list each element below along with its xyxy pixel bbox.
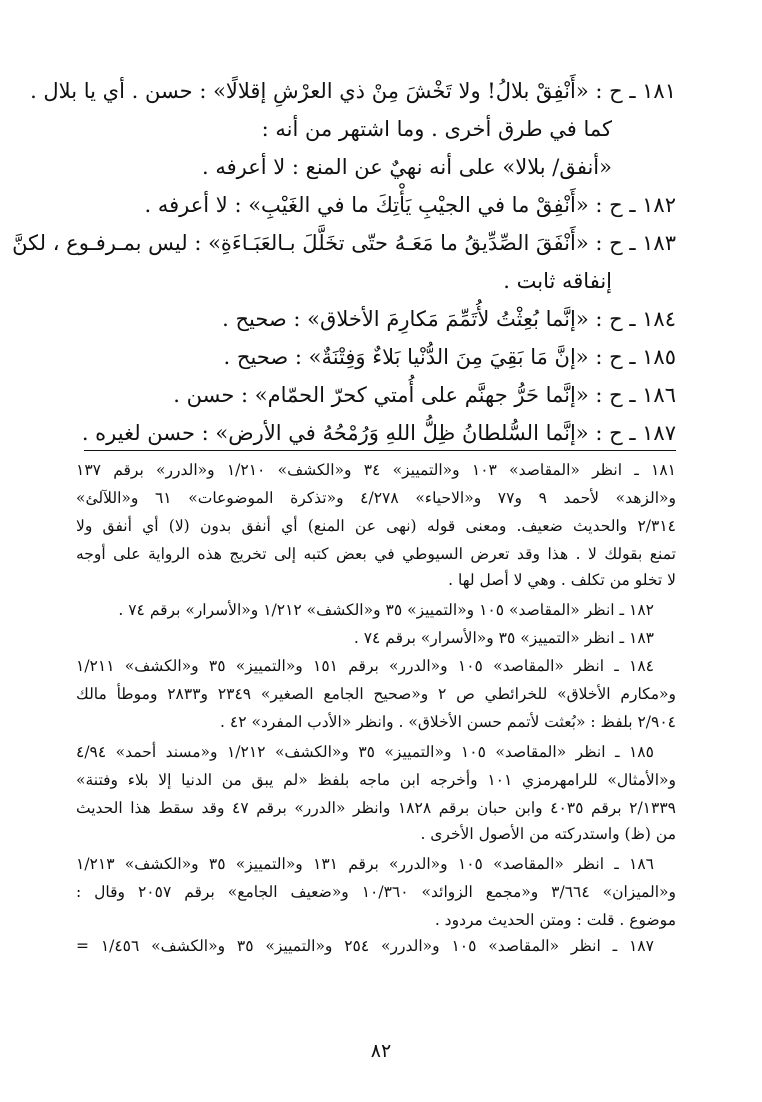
hadith-183: ١٨٣ ـ ح : «أَنْفَقَ الصِّدِّيقُ ما مَعَـهُ حتّى تخَلَّلَ بـالعَبَـاءَةِ» : ليس بمـرفـوع ، لكنَّ [12,231,676,255]
footnote-line: ٢/٣١٤ والحديث ضعيف. ومعنى قوله (نهى عن المنع) أي أنفق بدون (لا) أي أنفق ولا [76,517,676,535]
footnote-line: ٢/١٣٣٩ برقم ٤٠٣٥ وابن حبان برقم ١٨٢٨ وانظر «الدرر» برقم ٤٧ وقد سقط هذا الحديث [76,799,676,817]
footnote-line: لا تخلو من تكلف . وهي لا أصل لها . [448,571,676,589]
footnote-line: ١٨٣ ـ انظر «التمييز» ٣٥ و«الأسرار» برقم ٧٤ . [353,629,654,647]
footnote-line: و«الزهد» لأحمد ٩ و٧٧ و«الاحياء» ٤/٢٧٨ و«تذكرة الموضوعات» ٦١ و«اللآلئ» [76,489,676,507]
footnote-line: و«الأمثال» للرامهرمزي ١٠١ وأخرجه ابن ماجه بلفظ «لم يبق من الدنيا إلا بلاء وفتنة» [76,771,676,789]
footnote-line: و«الميزان» ٣/٦٦٤ و«مجمع الزوائد» ١٠/٣٦٠ و«ضعيف الجامع» برقم ٢٠٥٧ وقال : [76,883,676,901]
page-number: ٨٢ [370,1040,392,1062]
footnote-line: و«مكارم الأخلاق» للخرائطي ص ٢ و«صحيح الجامع الصغير» ٢٣٤٩ و٢٨٣٣ وموطأ مالك [76,685,676,703]
footnote-line: ١٨٥ ـ انظر «المقاصد» ١٠٥ و«التمييز» ٣٥ و«الكشف» ١/٢١٢ و«مسند أحمد» ٤/٩٤ [76,743,654,761]
footnote-line: من (ظ) واستدركته من الأصول الأخرى . [420,825,676,843]
hadith-184: ١٨٤ ـ ح : «إنَّما بُعِثْتُ لأُتَمِّمَ مَكارِمَ الأخلاق» : صحيح . [222,307,676,331]
hadith-181-continuation: كما في طرق أخرى . وما اشتهر من أنه : [261,117,612,141]
hadith-186: ١٨٦ ـ ح : «إنَّما حَرُّ جهنَّم على أُمتي كحرّ الحمّام» : حسن . [173,383,676,407]
hadith-181: ١٨١ ـ ح : «أَنْفِقْ بلالُ! ولا تَخْشَ مِنْ ذي العرْشِ إقلالًا» : حسن . أي يا بلال . [30,79,676,103]
hadith-181-note: «أنفق/ بلالا» على أنه نهيٌ عن المنع : لا أعرفه . [201,155,612,179]
hadith-182: ١٨٢ ـ ح : «أَنْفِقْ ما في الجيْبِ يَأْتِكَ ما في الغَيْبِ» : لا أعرفه . [144,193,676,217]
footnote-line: ١٨٧ ـ انظر «المقاصد» ١٠٥ و«الدرر» ٢٥٤ و«التمييز» ٣٥ و«الكشف» ١/٤٥٦ = [76,937,654,955]
footnote-line: تمنع بقولك لا . هذا وقد تعرض السيوطي في بعض كتبه إلى تخريج هذه الرواية على أوجه [76,545,676,563]
footnote-line: ١٨٢ ـ انظر «المقاصد» ١٠٥ و«التمييز» ٣٥ و«الكشف» ١/٢١٢ و«الأسرار» برقم ٧٤ . [118,601,654,619]
hadith-187: ١٨٧ ـ ح : «إنَّما السُّلطانُ ظِلُّ اللهِ وَرُمْحُهُ في الأرض» : حسن لغيره . [81,421,676,445]
footnote-line: ١٨٤ ـ انظر «المقاصد» ١٠٥ و«الدرر» برقم ١٥١ و«التمييز» ٣٥ و«الكشف» ١/٢١١ [76,657,654,675]
footnote-line: موضوع . قلت : ومتن الحديث مردود . [434,911,676,929]
footnote-line: ٢/٩٠٤ بلفظ : «بُعثت لأتمم حسن الأخلاق» . وانظر «الأدب المفرد» ٤٢ . [220,713,676,731]
footnote-line: ١٨٦ ـ انظر «المقاصد» ١٠٥ و«الدرر» برقم ١٣١ و«التمييز» ٣٥ و«الكشف» ١/٢١٣ [76,855,654,873]
footnote-separator [84,450,676,451]
footnote-line: ١٨١ ـ انظر «المقاصد» ١٠٣ و«التمييز» ٣٤ و«الكشف» ١/٢١٠ و«الدرر» برقم ١٣٧ [76,461,676,479]
hadith-185: ١٨٥ ـ ح : «إنَّ مَا بَقِيَ مِنَ الدُّنْيا بَلاءٌ وَفِتْنَةٌ» : صحيح . [223,345,676,369]
hadith-183-continuation: إنفاقه ثابت . [503,269,612,293]
